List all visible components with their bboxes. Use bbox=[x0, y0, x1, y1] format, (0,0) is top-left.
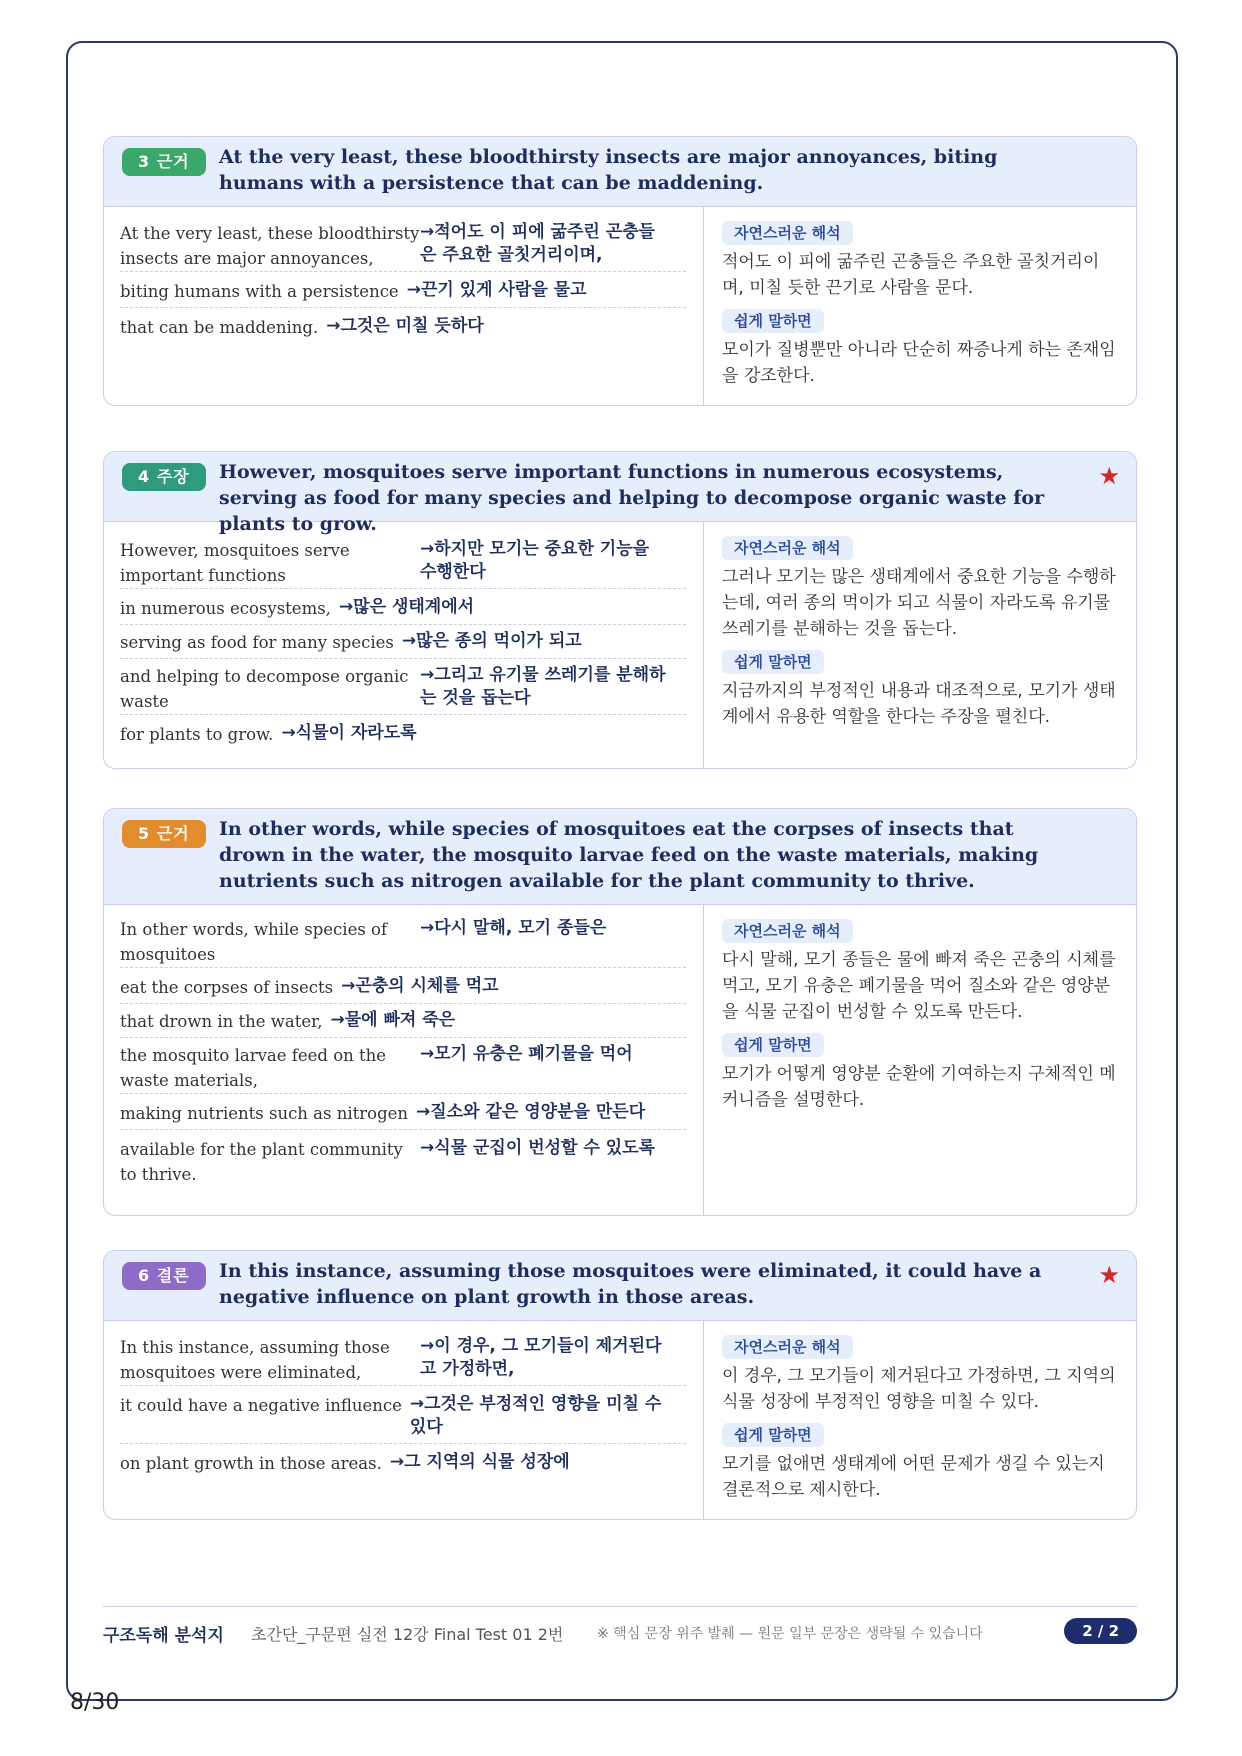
page-badge: 2 / 2 bbox=[1064, 1618, 1137, 1644]
natural-translation: 다시 말해, 모기 종들은 물에 빠져 죽은 곤충의 시체를 먹고, 모기 유충은 폐기물을 먹어 질소와 같은 영양분을 식물 군집이 번성할 수 있도록 만든다. bbox=[722, 950, 1116, 1022]
key-sentence: In this instance, assuming those mosquitoes were eliminated, it could have a negative influence on plant growth in those areas. bbox=[219, 1260, 1042, 1308]
footer-source: 초간단_구문편 실전 12강 Final Test 01 2번 bbox=[251, 1625, 564, 1644]
chunk-english: biting humans with a persistence bbox=[120, 282, 399, 301]
chunk-english: that drown in the water, bbox=[120, 1012, 323, 1031]
analysis-block-4 bbox=[103, 451, 1137, 769]
chunk-korean: →다시 말해, 모기 종들은 bbox=[420, 918, 607, 938]
interpretation-panel bbox=[704, 1321, 1136, 1511]
chunk-korean: →끈기 있게 사람을 물고 bbox=[406, 280, 587, 300]
natural-translation: 이 경우, 그 모기들이 제거된다고 가정하면, 그 지역의 식물 성장에 부정적인 영향을 미칠 수 있다. bbox=[722, 1366, 1116, 1412]
chunk-row bbox=[120, 1393, 686, 1444]
chunk-english: for plants to grow. bbox=[120, 725, 274, 744]
star-icon: ★ bbox=[1098, 1261, 1120, 1289]
natural-translation: 그러나 모기는 많은 생태계에서 중요한 기능을 수행하는데, 여러 종의 먹이가 되고 식물이 자라도록 유기물 쓰레기를 분해하는 것을 돕는다. bbox=[722, 567, 1116, 639]
block-header bbox=[104, 809, 1136, 905]
section-tag: 3 근거 bbox=[122, 148, 206, 176]
chunk-row bbox=[120, 664, 686, 715]
chunk-english: and helping to decompose organic waste bbox=[120, 667, 409, 711]
block-body bbox=[104, 207, 1136, 405]
chunk-row bbox=[120, 1451, 686, 1479]
chunk-english: available for the plant community to thrive. bbox=[120, 1140, 403, 1184]
chunk-row bbox=[120, 722, 686, 750]
natural-label: 자연스러운 해석 bbox=[722, 221, 853, 245]
easy-explanation: 모기를 없애면 생태계에 어떤 문제가 생길 수 있는지 결론적으로 제시한다. bbox=[722, 1454, 1105, 1500]
block-header bbox=[104, 1251, 1136, 1321]
chunk-korean: →많은 생태계에서 bbox=[338, 597, 475, 617]
block-body bbox=[104, 905, 1136, 1215]
section-tag: 5 근거 bbox=[122, 820, 206, 848]
chunk-korean: →모기 유충은 폐기물을 먹어 bbox=[420, 1044, 633, 1064]
pdf-page-number: 8/30 bbox=[70, 1690, 120, 1715]
star-icon: ★ bbox=[1098, 462, 1120, 490]
chunk-korean: →적어도 이 피에 굶주린 곤충들은 주요한 골칫거리이며, bbox=[420, 222, 655, 265]
chunk-row bbox=[120, 538, 686, 589]
chunk-row bbox=[120, 221, 686, 272]
interpretation-panel bbox=[704, 522, 1136, 738]
chunk-english: making nutrients such as nitrogen bbox=[120, 1104, 409, 1123]
footer-note: ※ 핵심 문장 위주 발췌 — 원문 일부 문장은 생략될 수 있습니다 bbox=[597, 1626, 983, 1642]
natural-label: 자연스러운 해석 bbox=[722, 1335, 853, 1359]
page-footer bbox=[103, 1606, 1137, 1653]
easy-explanation: 지금까지의 부정적인 내용과 대조적으로, 모기가 생태계에서 유용한 역할을 한다는 주장을 펼친다. bbox=[722, 681, 1116, 727]
chunk-korean: →물에 빠져 죽은 bbox=[330, 1010, 456, 1030]
key-sentence: At the very least, these bloodthirsty insects are major annoyances, biting humans with a persistence that can be maddening. bbox=[219, 146, 998, 194]
interpretation-panel bbox=[704, 905, 1136, 1121]
easy-label: 쉽게 말하면 bbox=[722, 309, 824, 333]
natural-label: 자연스러운 해석 bbox=[722, 536, 853, 560]
chunk-english: in numerous ecosystems, bbox=[120, 599, 331, 618]
chunk-korean: →그것은 부정적인 영향을 미칠 수 있다 bbox=[409, 1394, 662, 1437]
chunk-korean: →많은 종의 먹이가 되고 bbox=[401, 631, 582, 651]
key-sentence: In other words, while species of mosquitoes eat the corpses of insects that drown in the water, the mosquito larvae feed on the waste materials, making nutrients such as nitrogen available for the plant community to thrive. bbox=[219, 818, 1039, 892]
easy-label: 쉽게 말하면 bbox=[722, 1423, 824, 1447]
chunk-row bbox=[120, 1137, 686, 1187]
easy-explanation: 모기가 어떻게 영양분 순환에 기여하는지 구체적인 메커니즘을 설명한다. bbox=[722, 1064, 1116, 1110]
chunk-korean: →질소와 같은 영양분을 만든다 bbox=[416, 1102, 646, 1122]
chunk-english: it could have a negative influence bbox=[120, 1396, 402, 1415]
natural-translation: 적어도 이 피에 굶주린 곤충들은 주요한 골칫거리이며, 미칠 듯한 끈기로 사람을 문다. bbox=[722, 252, 1100, 298]
section-tag: 6 결론 bbox=[122, 1262, 206, 1290]
chunk-korean: →그것은 미칠 듯하다 bbox=[326, 316, 484, 336]
chunk-korean: →곤충의 시체를 먹고 bbox=[341, 976, 499, 996]
natural-label: 자연스러운 해석 bbox=[722, 919, 853, 943]
chunk-korean: →이 경우, 그 모기들이 제거된다고 가정하면, bbox=[420, 1336, 662, 1379]
chunk-korean: →하지만 모기는 중요한 기능을 수행한다 bbox=[420, 539, 650, 582]
chunk-row bbox=[120, 1101, 686, 1130]
chunk-row bbox=[120, 1335, 686, 1386]
chunk-english: that can be maddening. bbox=[120, 318, 319, 337]
analysis-block-6 bbox=[103, 1250, 1137, 1520]
chunk-row bbox=[120, 917, 686, 968]
chunk-row bbox=[120, 596, 686, 625]
chunk-english: on plant growth in those areas. bbox=[120, 1454, 382, 1473]
easy-label: 쉽게 말하면 bbox=[722, 1033, 824, 1057]
chunk-list bbox=[104, 1321, 704, 1519]
chunk-english: serving as food for many species bbox=[120, 633, 394, 652]
chunk-english: the mosquito larvae feed on the waste materials, bbox=[120, 1046, 387, 1090]
chunk-row bbox=[120, 279, 686, 308]
block-body bbox=[104, 1321, 1136, 1519]
chunk-row bbox=[120, 1009, 686, 1038]
chunk-english: In other words, while species of mosquitoes bbox=[120, 920, 388, 964]
section-tag: 4 주장 bbox=[122, 463, 206, 491]
chunk-row bbox=[120, 975, 686, 1004]
footer-title: 구조독해 분석지 bbox=[103, 1626, 224, 1646]
interpretation-panel bbox=[704, 207, 1136, 397]
chunk-list bbox=[104, 207, 704, 405]
chunk-row bbox=[120, 1043, 686, 1094]
chunk-english: In this instance, assuming those mosquitoes were eliminated, bbox=[120, 1338, 390, 1382]
chunk-english: At the very least, these bloodthirsty insects are major annoyances, bbox=[120, 224, 420, 268]
chunk-list bbox=[104, 905, 704, 1215]
easy-explanation: 모이가 질병뿐만 아니라 단순히 짜증나게 하는 존재임을 강조한다. bbox=[722, 340, 1116, 386]
key-sentence: However, mosquitoes serve important functions in numerous ecosystems, serving as food for many species and helping to decompose organic waste for plants to grow. bbox=[219, 461, 1045, 535]
block-body bbox=[104, 522, 1136, 768]
chunk-korean: →식물 군집이 번성할 수 있도록 bbox=[420, 1138, 655, 1158]
easy-label: 쉽게 말하면 bbox=[722, 650, 824, 674]
chunk-korean: →식물이 자라도록 bbox=[281, 723, 417, 743]
chunk-english: However, mosquitoes serve important functions bbox=[120, 541, 350, 585]
block-header bbox=[104, 137, 1136, 207]
block-header bbox=[104, 452, 1136, 535]
analysis-block-3 bbox=[103, 136, 1137, 406]
analysis-block-5 bbox=[103, 808, 1137, 1216]
chunk-english: eat the corpses of insects bbox=[120, 978, 334, 997]
chunk-row bbox=[120, 315, 686, 343]
chunk-korean: →그 지역의 식물 성장에 bbox=[389, 1452, 570, 1472]
chunk-korean: →그리고 유기물 쓰레기를 분해하는 것을 돕는다 bbox=[420, 665, 666, 708]
chunk-list bbox=[104, 522, 704, 768]
chunk-row bbox=[120, 630, 686, 659]
